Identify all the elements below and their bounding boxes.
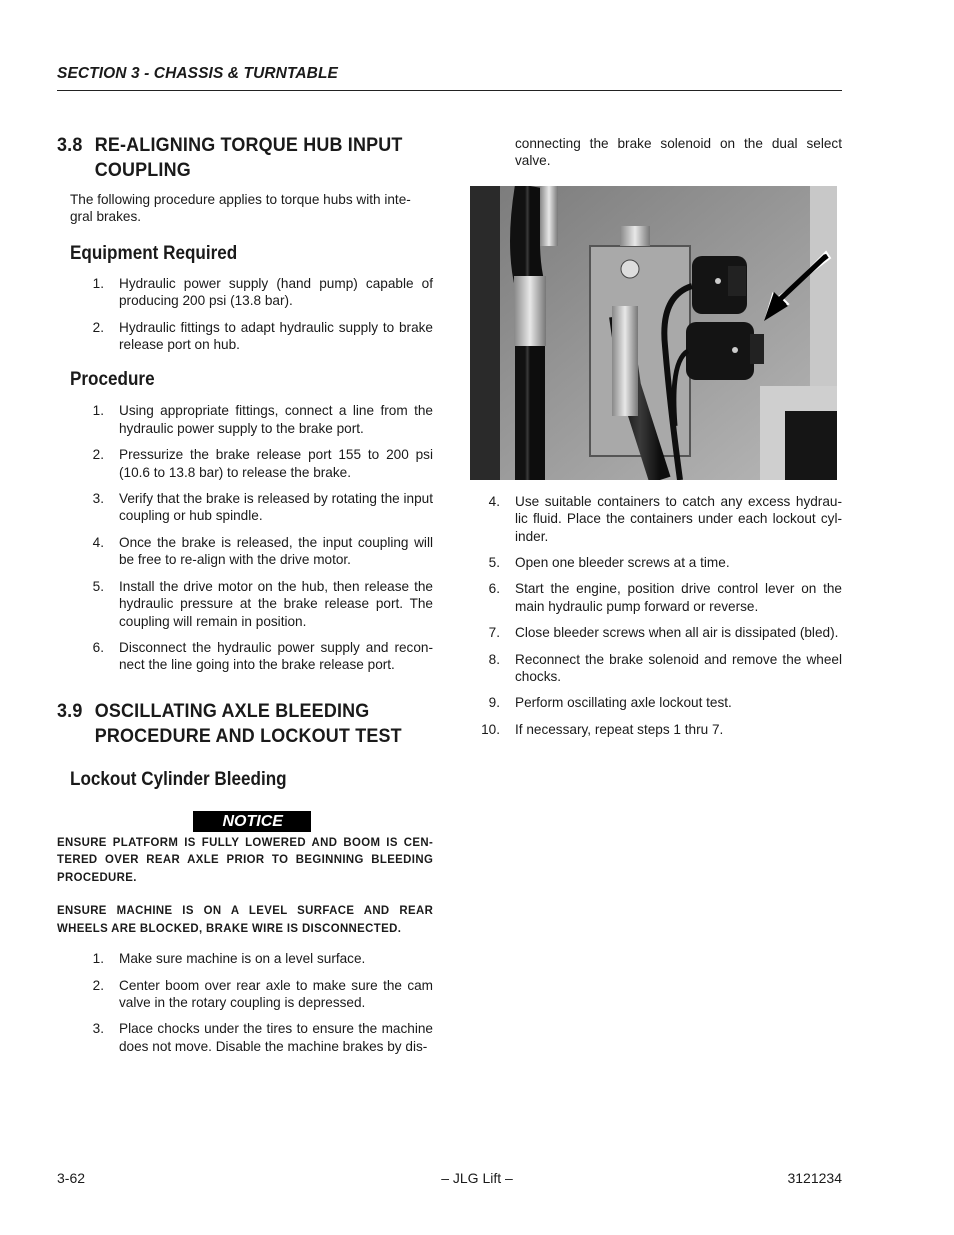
procedure-heading: Procedure [70,369,155,391]
equipment-heading: Equipment Required [70,242,238,264]
list-item: 3. Verify that the brake is released by rotating the input coupling or hub spindle. [92,491,433,524]
section-3-8-heading [57,133,403,183]
list-item: 9. Perform oscillating axle lockout test. [488,695,732,711]
section-header: SECTION 3 - CHASSIS & TURNTABLE [57,65,338,82]
footer-center: – JLG Lift – [441,1170,513,1186]
section-3-9-number: 3.9 [57,699,83,722]
header-rule [57,90,842,91]
section-3-8-intro [70,191,433,226]
footer-page-number: 3-62 [57,1170,86,1186]
list-item: 10. If necessary, repeat steps 1 thru 7. [481,721,724,737]
right-column [470,133,842,738]
notice-badge: NOTICE [193,811,311,832]
list-item: 6. Disconnect the hydraulic power supply and recon- nect the line going into the brake release port. [92,639,433,673]
notice-text-1: ENSURE PLATFORM IS FULLY LOWERED AND BOOM IS CEN- TERED OVER REAR AXLE PRIOR TO BEGINNING BLEEDING PROCEDURE. [57,834,434,884]
intro-line2: gral brakes. [70,209,142,225]
notice-text-2: ENSURE MACHINE IS ON A LEVEL SURFACE AND REAR WHEELS ARE BLOCKED, BRAKE WIRE IS DISCONNECTED. [57,903,434,935]
footer-doc-number: 3121234 [787,1170,842,1186]
dual-select-valve-photo [470,186,837,480]
lockout-steps-left [70,950,433,1055]
list-item: 6. Start the engine, position drive control lever on the main hydraulic pump forward or reverse. [488,581,842,614]
section-3-9-title-line2: PROCEDURE AND LOCKOUT TEST [94,724,402,747]
equipment-list [70,275,433,354]
section-3-9-heading [57,699,403,749]
lockout-heading: Lockout Cylinder Bleeding [70,768,287,790]
list-item: 8. Reconnect the brake solenoid and remove the wheel chocks. [488,651,842,685]
list-item: 7. Close bleeder screws when all air is dissipated (bled). [488,625,839,641]
section-3-8-number: 3.8 [57,134,83,156]
list-item: 2. Pressurize the brake release port 155 to 200 psi (10.6 to 13.8 bar) to release the brake. [92,447,433,480]
list-item: 5. Open one bleeder screws at a time. [488,555,730,571]
list-item: 3. Place chocks under the tires to ensure the machine does not move. Disable the machine brakes by dis- [92,1021,433,1054]
list-item: 1. Make sure machine is on a level surface. [92,951,366,967]
left-column [57,133,433,1055]
section-3-8-title-line1: RE-ALIGNING TORQUE HUB INPUT [94,134,403,156]
list-item: 4. Use suitable containers to catch any excess hydrau- lic fluid. Place the containers under each lockout cyl- inder. [488,493,842,544]
section-3-9-title-line1: OSCILLATING AXLE BLEEDING [94,699,370,722]
list-item: 4. Once the brake is released, the input coupling will be free to re-align with the drive motor. [92,534,433,568]
valve-photo-illustration [470,186,837,480]
list-item: 1. Using appropriate fittings, connect a line from the hydraulic power supply to the brake port. [92,403,433,436]
step-3-continuation: connecting the brake solenoid on the dual select valve. [515,136,842,169]
list-item: 1. Hydraulic power supply (hand pump) capable of producing 200 psi (13.8 bar). [92,275,433,309]
intro-line1: The following procedure applies to torque hubs with inte- [70,192,411,207]
notice-label-wrap [70,811,433,832]
procedure-list [70,402,433,673]
lockout-steps-right [466,493,842,738]
list-item: 5. Install the drive motor on the hub, then release the hydraulic pressure at the brake release port. The coupling will remain in position. [92,578,433,629]
section-3-8-title-line2: COUPLING [94,159,191,181]
list-item: 2. Hydraulic fittings to adapt hydraulic supply to brake release port on hub. [92,319,433,353]
list-item: 2. Center boom over rear axle to make sure the cam valve in the rotary coupling is depressed. [92,977,433,1011]
